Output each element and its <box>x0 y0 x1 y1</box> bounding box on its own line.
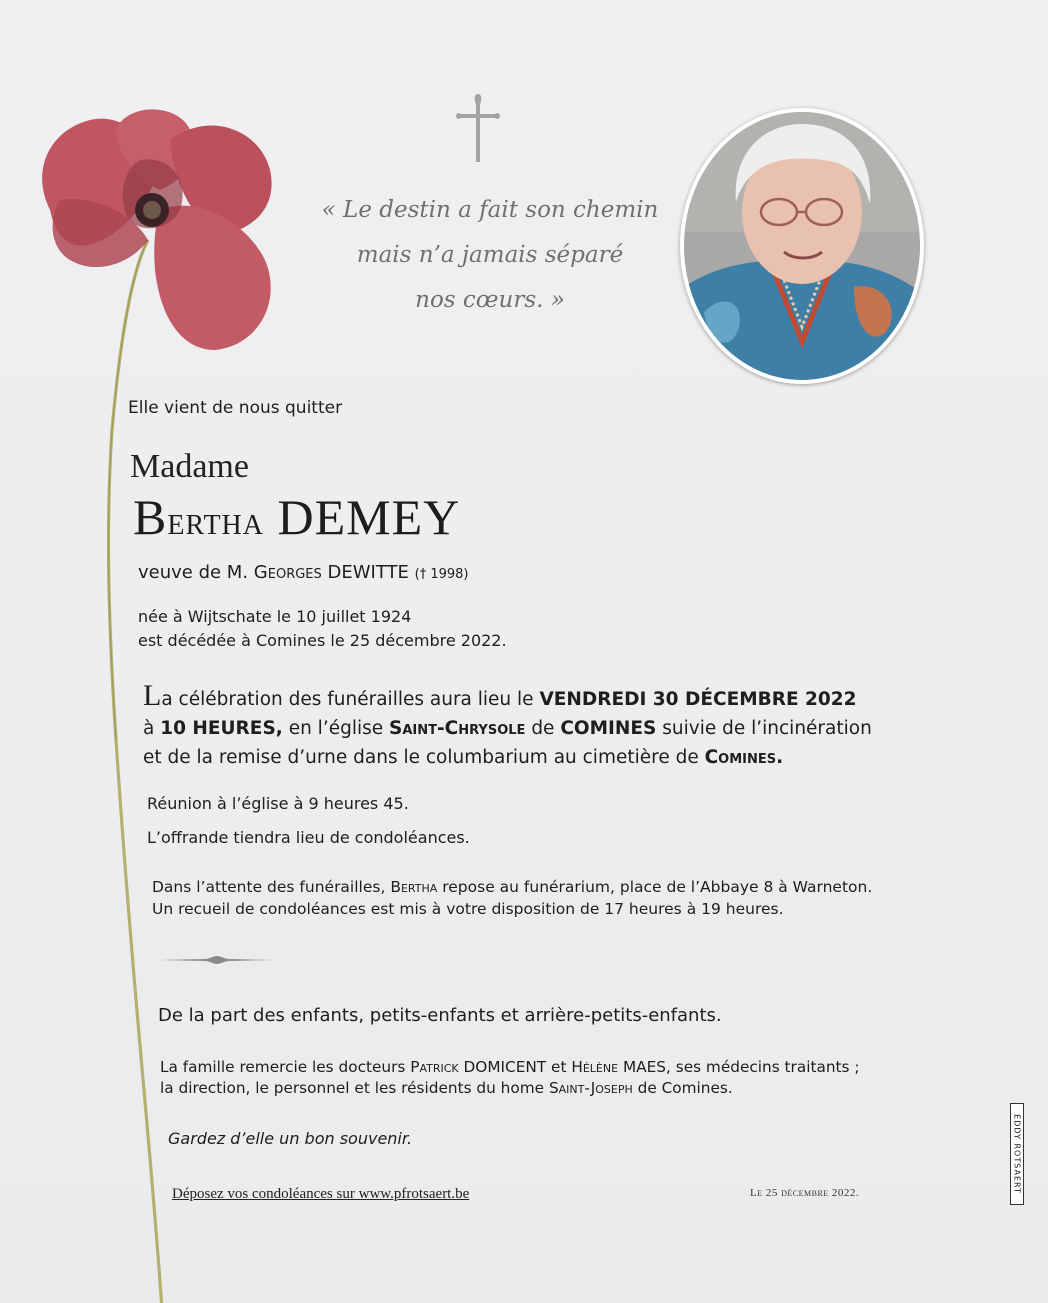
funeral-date: VENDREDI 30 DÉCEMBRE 2022 <box>539 689 857 710</box>
ornamental-divider <box>158 954 276 966</box>
deceased-name <box>133 488 460 546</box>
cross-icon <box>455 92 501 166</box>
poppy-petals <box>42 109 271 350</box>
deceased-first-name: Bertha <box>390 878 438 896</box>
last-name: DEMEY <box>277 489 461 545</box>
spouse-last-name: DEWITTE <box>327 562 409 583</box>
funeral-line-3: et de la remise d’urne dans le columbarium au cimetière de Comines. <box>143 747 784 768</box>
funeral-line-2: à 10 HEURES, en l’église Saint-Chrysole de COMINES suivie de l’incinération <box>143 718 872 739</box>
condolences-link[interactable]: Déposez vos condoléances sur www.pfrotsaert.be <box>172 1186 470 1202</box>
quote-line-1: « Le destin a fait son chemin <box>321 197 659 223</box>
designer-credit: EDDY ROTSAERT <box>1010 1103 1024 1205</box>
portrait-frame <box>680 108 924 384</box>
death-line: est décédée à Comines le 25 décembre 2022. <box>138 631 507 650</box>
thanks-message: La famille remercie les docteurs Patrick DOMICENT et Hélène MAES, ses médecins traitants ; la direction, le personnel et les résidents du home Saint-Joseph de Comines. <box>160 1058 860 1097</box>
family-signature: De la part des enfants, petits-enfants et arrière-petits-enfants. <box>158 1005 722 1026</box>
publication-date: Le 25 décembre 2022. <box>750 1187 860 1199</box>
quote-line-2: mais n’a jamais séparé <box>356 242 624 268</box>
funeral-announcement <box>143 679 903 772</box>
funeral-time: 10 HEURES, <box>160 718 283 739</box>
first-name-initial: B <box>133 489 168 545</box>
birth-death-info <box>138 605 507 653</box>
memorial-quote <box>290 188 690 323</box>
intro-text: Elle vient de nous quitter <box>128 398 343 418</box>
first-name-rest: ertha <box>167 498 265 543</box>
honorific-title: Madame <box>130 448 249 485</box>
remembrance-note: Gardez d’elle un bon souvenir. <box>168 1129 413 1148</box>
birth-line: née à Wijtschate le 10 juillet 1924 <box>138 607 412 626</box>
meeting-info: Réunion à l’église à 9 heures 45. <box>147 794 409 813</box>
town-name: COMINES <box>560 718 657 739</box>
church-name: Saint-Chrysole <box>389 718 526 739</box>
quote-line-3: nos cœurs. » <box>415 287 565 313</box>
spouse-line: veuve de M. Georges DEWITTE († 1998) <box>138 562 469 583</box>
spouse-death-year: († 1998) <box>414 567 469 582</box>
funerarium-info: Dans l’attente des funérailles, Bertha repose au funérarium, place de l’Abbaye 8 à Warneton. Un recueil de condoléances est mis à votre disposition de 17 heures à 19 heures. <box>152 878 873 918</box>
cemetery-town: Comines. <box>704 747 784 768</box>
funeral-line-1: La célébration des funérailles aura lieu le VENDREDI 30 DÉCEMBRE 2022 <box>143 679 857 712</box>
portrait-photo <box>684 112 920 380</box>
offering-info: L’offrande tiendra lieu de condoléances. <box>147 828 470 847</box>
spouse-first-name: Georges <box>253 562 322 583</box>
